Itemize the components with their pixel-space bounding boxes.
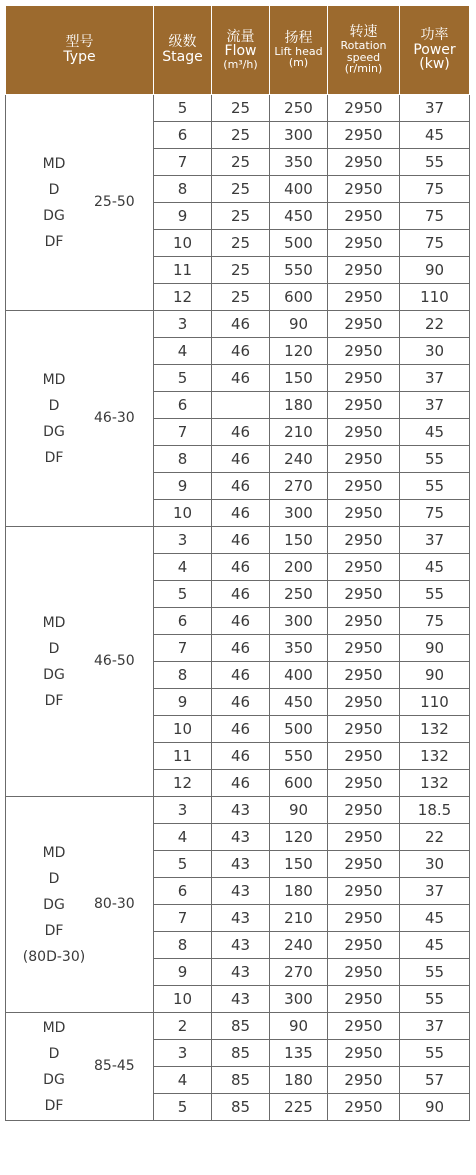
flow-cell: 46 (212, 419, 270, 446)
table-row (6, 1013, 470, 1040)
stage-cell: 9 (154, 689, 212, 716)
stage-cell: 10 (154, 230, 212, 257)
lift-head-cell: 150 (270, 851, 328, 878)
stage-cell: 4 (154, 824, 212, 851)
model-number: 85-45 (94, 1057, 135, 1074)
type-label: D (48, 181, 60, 198)
flow-cell: 46 (212, 662, 270, 689)
flow-cell: 46 (212, 770, 270, 797)
power-cell: 30 (400, 851, 470, 878)
model-number: 80-30 (94, 895, 135, 912)
stage-cell: 6 (154, 392, 212, 419)
power-cell: 45 (400, 905, 470, 932)
stage-cell: 8 (154, 446, 212, 473)
speed-cell: 2950 (328, 122, 400, 149)
lift-head-cell: 210 (270, 905, 328, 932)
stage-cell: 9 (154, 473, 212, 500)
speed-cell: 2950 (328, 500, 400, 527)
flow-cell: 25 (212, 257, 270, 284)
power-cell: 37 (400, 1013, 470, 1040)
flow-cell: 43 (212, 824, 270, 851)
type-label: DG (43, 666, 65, 683)
header-stage: 级数 Stage (154, 6, 212, 95)
flow-cell: 85 (212, 1067, 270, 1094)
stage-cell: 3 (154, 797, 212, 824)
flow-cell: 46 (212, 311, 270, 338)
power-cell: 75 (400, 176, 470, 203)
type-label: DF (44, 1097, 64, 1114)
type-label: DG (43, 1071, 65, 1088)
power-cell: 55 (400, 446, 470, 473)
power-cell: 90 (400, 257, 470, 284)
stage-cell: 5 (154, 95, 212, 122)
power-cell: 90 (400, 662, 470, 689)
lift-head-cell: 120 (270, 338, 328, 365)
stage-cell: 10 (154, 716, 212, 743)
speed-cell: 2950 (328, 1040, 400, 1067)
type-label: D (48, 1045, 60, 1062)
power-cell: 57 (400, 1067, 470, 1094)
lift-head-cell: 250 (270, 581, 328, 608)
table-row (6, 527, 470, 554)
type-label: DF (44, 922, 64, 939)
pump-spec-table (5, 5, 470, 1121)
type-group-cell (6, 1013, 154, 1121)
speed-cell: 2950 (328, 284, 400, 311)
lift-head-cell: 270 (270, 959, 328, 986)
lift-head-cell: 350 (270, 635, 328, 662)
power-cell: 37 (400, 365, 470, 392)
speed-cell: 2950 (328, 662, 400, 689)
speed-cell: 2950 (328, 743, 400, 770)
type-group-cell (6, 95, 154, 311)
power-cell: 37 (400, 527, 470, 554)
lift-head-cell: 150 (270, 527, 328, 554)
type-group-cell (6, 527, 154, 797)
table-row (6, 95, 470, 122)
speed-cell: 2950 (328, 1013, 400, 1040)
lift-head-cell: 350 (270, 149, 328, 176)
lift-head-cell: 600 (270, 770, 328, 797)
power-cell: 132 (400, 770, 470, 797)
power-cell: 55 (400, 986, 470, 1013)
flow-cell: 43 (212, 986, 270, 1013)
speed-cell: 2950 (328, 905, 400, 932)
flow-cell: 25 (212, 122, 270, 149)
flow-cell: 46 (212, 635, 270, 662)
speed-cell: 2950 (328, 851, 400, 878)
speed-cell: 2950 (328, 1094, 400, 1121)
flow-cell: 46 (212, 473, 270, 500)
flow-cell: 43 (212, 905, 270, 932)
power-cell: 22 (400, 311, 470, 338)
speed-cell: 2950 (328, 149, 400, 176)
stage-cell: 7 (154, 905, 212, 932)
speed-cell: 2950 (328, 770, 400, 797)
power-cell: 90 (400, 635, 470, 662)
lift-head-cell: 550 (270, 743, 328, 770)
header-rotation-speed: 转速 Rotation speed (r/min) (328, 6, 400, 95)
speed-cell: 2950 (328, 959, 400, 986)
table-row (6, 311, 470, 338)
power-cell: 45 (400, 932, 470, 959)
lift-head-cell: 225 (270, 1094, 328, 1121)
stage-cell: 5 (154, 581, 212, 608)
power-cell: 75 (400, 203, 470, 230)
power-cell: 37 (400, 392, 470, 419)
type-group-cell (6, 797, 154, 1013)
stage-cell: 6 (154, 122, 212, 149)
stage-cell: 11 (154, 743, 212, 770)
flow-cell: 46 (212, 500, 270, 527)
type-label: D (48, 870, 60, 887)
speed-cell: 2950 (328, 95, 400, 122)
header-row (6, 6, 470, 95)
speed-cell: 2950 (328, 635, 400, 662)
header-flow: 流量 Flow (m³/h) (212, 6, 270, 95)
type-list (6, 367, 102, 471)
stage-cell: 2 (154, 1013, 212, 1040)
lift-head-cell: 450 (270, 203, 328, 230)
stage-cell: 8 (154, 662, 212, 689)
speed-cell: 2950 (328, 986, 400, 1013)
type-label: MD (42, 371, 66, 388)
stage-cell: 3 (154, 1040, 212, 1067)
lift-head-cell: 550 (270, 257, 328, 284)
stage-cell: 8 (154, 176, 212, 203)
model-number: 25-50 (94, 193, 135, 210)
speed-cell: 2950 (328, 338, 400, 365)
pump-spec-table-container (5, 5, 469, 1121)
flow-cell: 46 (212, 716, 270, 743)
flow-cell: 85 (212, 1094, 270, 1121)
stage-cell: 12 (154, 284, 212, 311)
flow-cell: 43 (212, 878, 270, 905)
flow-cell: 25 (212, 284, 270, 311)
power-cell: 55 (400, 149, 470, 176)
flow-cell: 43 (212, 851, 270, 878)
stage-cell: 9 (154, 959, 212, 986)
flow-cell: 25 (212, 95, 270, 122)
flow-cell (212, 392, 270, 419)
flow-cell: 46 (212, 608, 270, 635)
type-group-cell (6, 311, 154, 527)
stage-cell: 4 (154, 554, 212, 581)
power-cell: 110 (400, 284, 470, 311)
stage-cell: 7 (154, 149, 212, 176)
stage-cell: 11 (154, 257, 212, 284)
lift-head-cell: 450 (270, 689, 328, 716)
lift-head-cell: 180 (270, 1067, 328, 1094)
stage-cell: 5 (154, 851, 212, 878)
type-list (6, 151, 102, 255)
model-number: 46-30 (94, 409, 135, 426)
type-label: D (48, 397, 60, 414)
flow-cell: 46 (212, 689, 270, 716)
speed-cell: 2950 (328, 797, 400, 824)
flow-cell: 85 (212, 1013, 270, 1040)
type-label: DF (44, 449, 64, 466)
lift-head-cell: 150 (270, 365, 328, 392)
flow-cell: 43 (212, 932, 270, 959)
type-label: DG (43, 896, 65, 913)
type-label: MD (42, 844, 66, 861)
stage-cell: 10 (154, 986, 212, 1013)
stage-cell: 5 (154, 1094, 212, 1121)
lift-head-cell: 300 (270, 986, 328, 1013)
stage-cell: 10 (154, 500, 212, 527)
lift-head-cell: 135 (270, 1040, 328, 1067)
power-cell: 132 (400, 743, 470, 770)
type-list (6, 840, 102, 970)
flow-cell: 46 (212, 581, 270, 608)
header-type: 型号 Type (6, 6, 154, 95)
stage-cell: 7 (154, 419, 212, 446)
speed-cell: 2950 (328, 824, 400, 851)
lift-head-cell: 240 (270, 932, 328, 959)
power-cell: 37 (400, 95, 470, 122)
lift-head-cell: 400 (270, 662, 328, 689)
stage-cell: 4 (154, 1067, 212, 1094)
stage-cell: 3 (154, 527, 212, 554)
power-cell: 90 (400, 1094, 470, 1121)
power-cell: 45 (400, 554, 470, 581)
flow-cell: 25 (212, 203, 270, 230)
type-label: (80D-30) (22, 948, 86, 965)
flow-cell: 46 (212, 554, 270, 581)
lift-head-cell: 300 (270, 500, 328, 527)
type-label: D (48, 640, 60, 657)
lift-head-cell: 180 (270, 392, 328, 419)
lift-head-cell: 300 (270, 608, 328, 635)
flow-cell: 25 (212, 176, 270, 203)
power-cell: 45 (400, 419, 470, 446)
stage-cell: 9 (154, 203, 212, 230)
power-cell: 110 (400, 689, 470, 716)
stage-cell: 3 (154, 311, 212, 338)
stage-cell: 5 (154, 365, 212, 392)
lift-head-cell: 500 (270, 230, 328, 257)
flow-cell: 25 (212, 149, 270, 176)
flow-cell: 25 (212, 230, 270, 257)
speed-cell: 2950 (328, 1067, 400, 1094)
power-cell: 55 (400, 1040, 470, 1067)
power-cell: 55 (400, 959, 470, 986)
power-cell: 75 (400, 500, 470, 527)
flow-cell: 43 (212, 959, 270, 986)
power-cell: 45 (400, 122, 470, 149)
flow-cell: 46 (212, 365, 270, 392)
power-cell: 30 (400, 338, 470, 365)
speed-cell: 2950 (328, 311, 400, 338)
speed-cell: 2950 (328, 581, 400, 608)
speed-cell: 2950 (328, 716, 400, 743)
speed-cell: 2950 (328, 878, 400, 905)
power-cell: 18.5 (400, 797, 470, 824)
lift-head-cell: 270 (270, 473, 328, 500)
flow-cell: 46 (212, 527, 270, 554)
speed-cell: 2950 (328, 473, 400, 500)
type-label: MD (42, 155, 66, 172)
lift-head-cell: 300 (270, 122, 328, 149)
speed-cell: 2950 (328, 230, 400, 257)
header-lift-head: 扬程 Lift head (m) (270, 6, 328, 95)
flow-cell: 85 (212, 1040, 270, 1067)
type-label: DF (44, 692, 64, 709)
speed-cell: 2950 (328, 554, 400, 581)
power-cell: 75 (400, 230, 470, 257)
type-list (6, 610, 102, 714)
lift-head-cell: 180 (270, 878, 328, 905)
speed-cell: 2950 (328, 203, 400, 230)
lift-head-cell: 250 (270, 95, 328, 122)
lift-head-cell: 240 (270, 446, 328, 473)
flow-cell: 46 (212, 338, 270, 365)
stage-cell: 4 (154, 338, 212, 365)
flow-cell: 46 (212, 446, 270, 473)
power-cell: 55 (400, 581, 470, 608)
stage-cell: 6 (154, 878, 212, 905)
lift-head-cell: 500 (270, 716, 328, 743)
type-label: MD (42, 614, 66, 631)
lift-head-cell: 120 (270, 824, 328, 851)
speed-cell: 2950 (328, 392, 400, 419)
speed-cell: 2950 (328, 689, 400, 716)
flow-cell: 46 (212, 743, 270, 770)
speed-cell: 2950 (328, 365, 400, 392)
table-row (6, 797, 470, 824)
type-list (6, 1015, 102, 1119)
stage-cell: 8 (154, 932, 212, 959)
speed-cell: 2950 (328, 446, 400, 473)
speed-cell: 2950 (328, 932, 400, 959)
type-label: DG (43, 423, 65, 440)
lift-head-cell: 210 (270, 419, 328, 446)
speed-cell: 2950 (328, 176, 400, 203)
speed-cell: 2950 (328, 257, 400, 284)
lift-head-cell: 90 (270, 797, 328, 824)
table-body (6, 95, 470, 1121)
stage-cell: 6 (154, 608, 212, 635)
power-cell: 55 (400, 473, 470, 500)
speed-cell: 2950 (328, 419, 400, 446)
power-cell: 75 (400, 608, 470, 635)
type-label: MD (42, 1019, 66, 1036)
speed-cell: 2950 (328, 608, 400, 635)
power-cell: 37 (400, 878, 470, 905)
stage-cell: 7 (154, 635, 212, 662)
type-label: DF (44, 233, 64, 250)
speed-cell: 2950 (328, 527, 400, 554)
lift-head-cell: 600 (270, 284, 328, 311)
lift-head-cell: 400 (270, 176, 328, 203)
lift-head-cell: 200 (270, 554, 328, 581)
lift-head-cell: 90 (270, 1013, 328, 1040)
power-cell: 22 (400, 824, 470, 851)
power-cell: 132 (400, 716, 470, 743)
flow-cell: 43 (212, 797, 270, 824)
type-label: DG (43, 207, 65, 224)
lift-head-cell: 90 (270, 311, 328, 338)
header-power: 功率 Power (kw) (400, 6, 470, 95)
stage-cell: 12 (154, 770, 212, 797)
model-number: 46-50 (94, 652, 135, 669)
